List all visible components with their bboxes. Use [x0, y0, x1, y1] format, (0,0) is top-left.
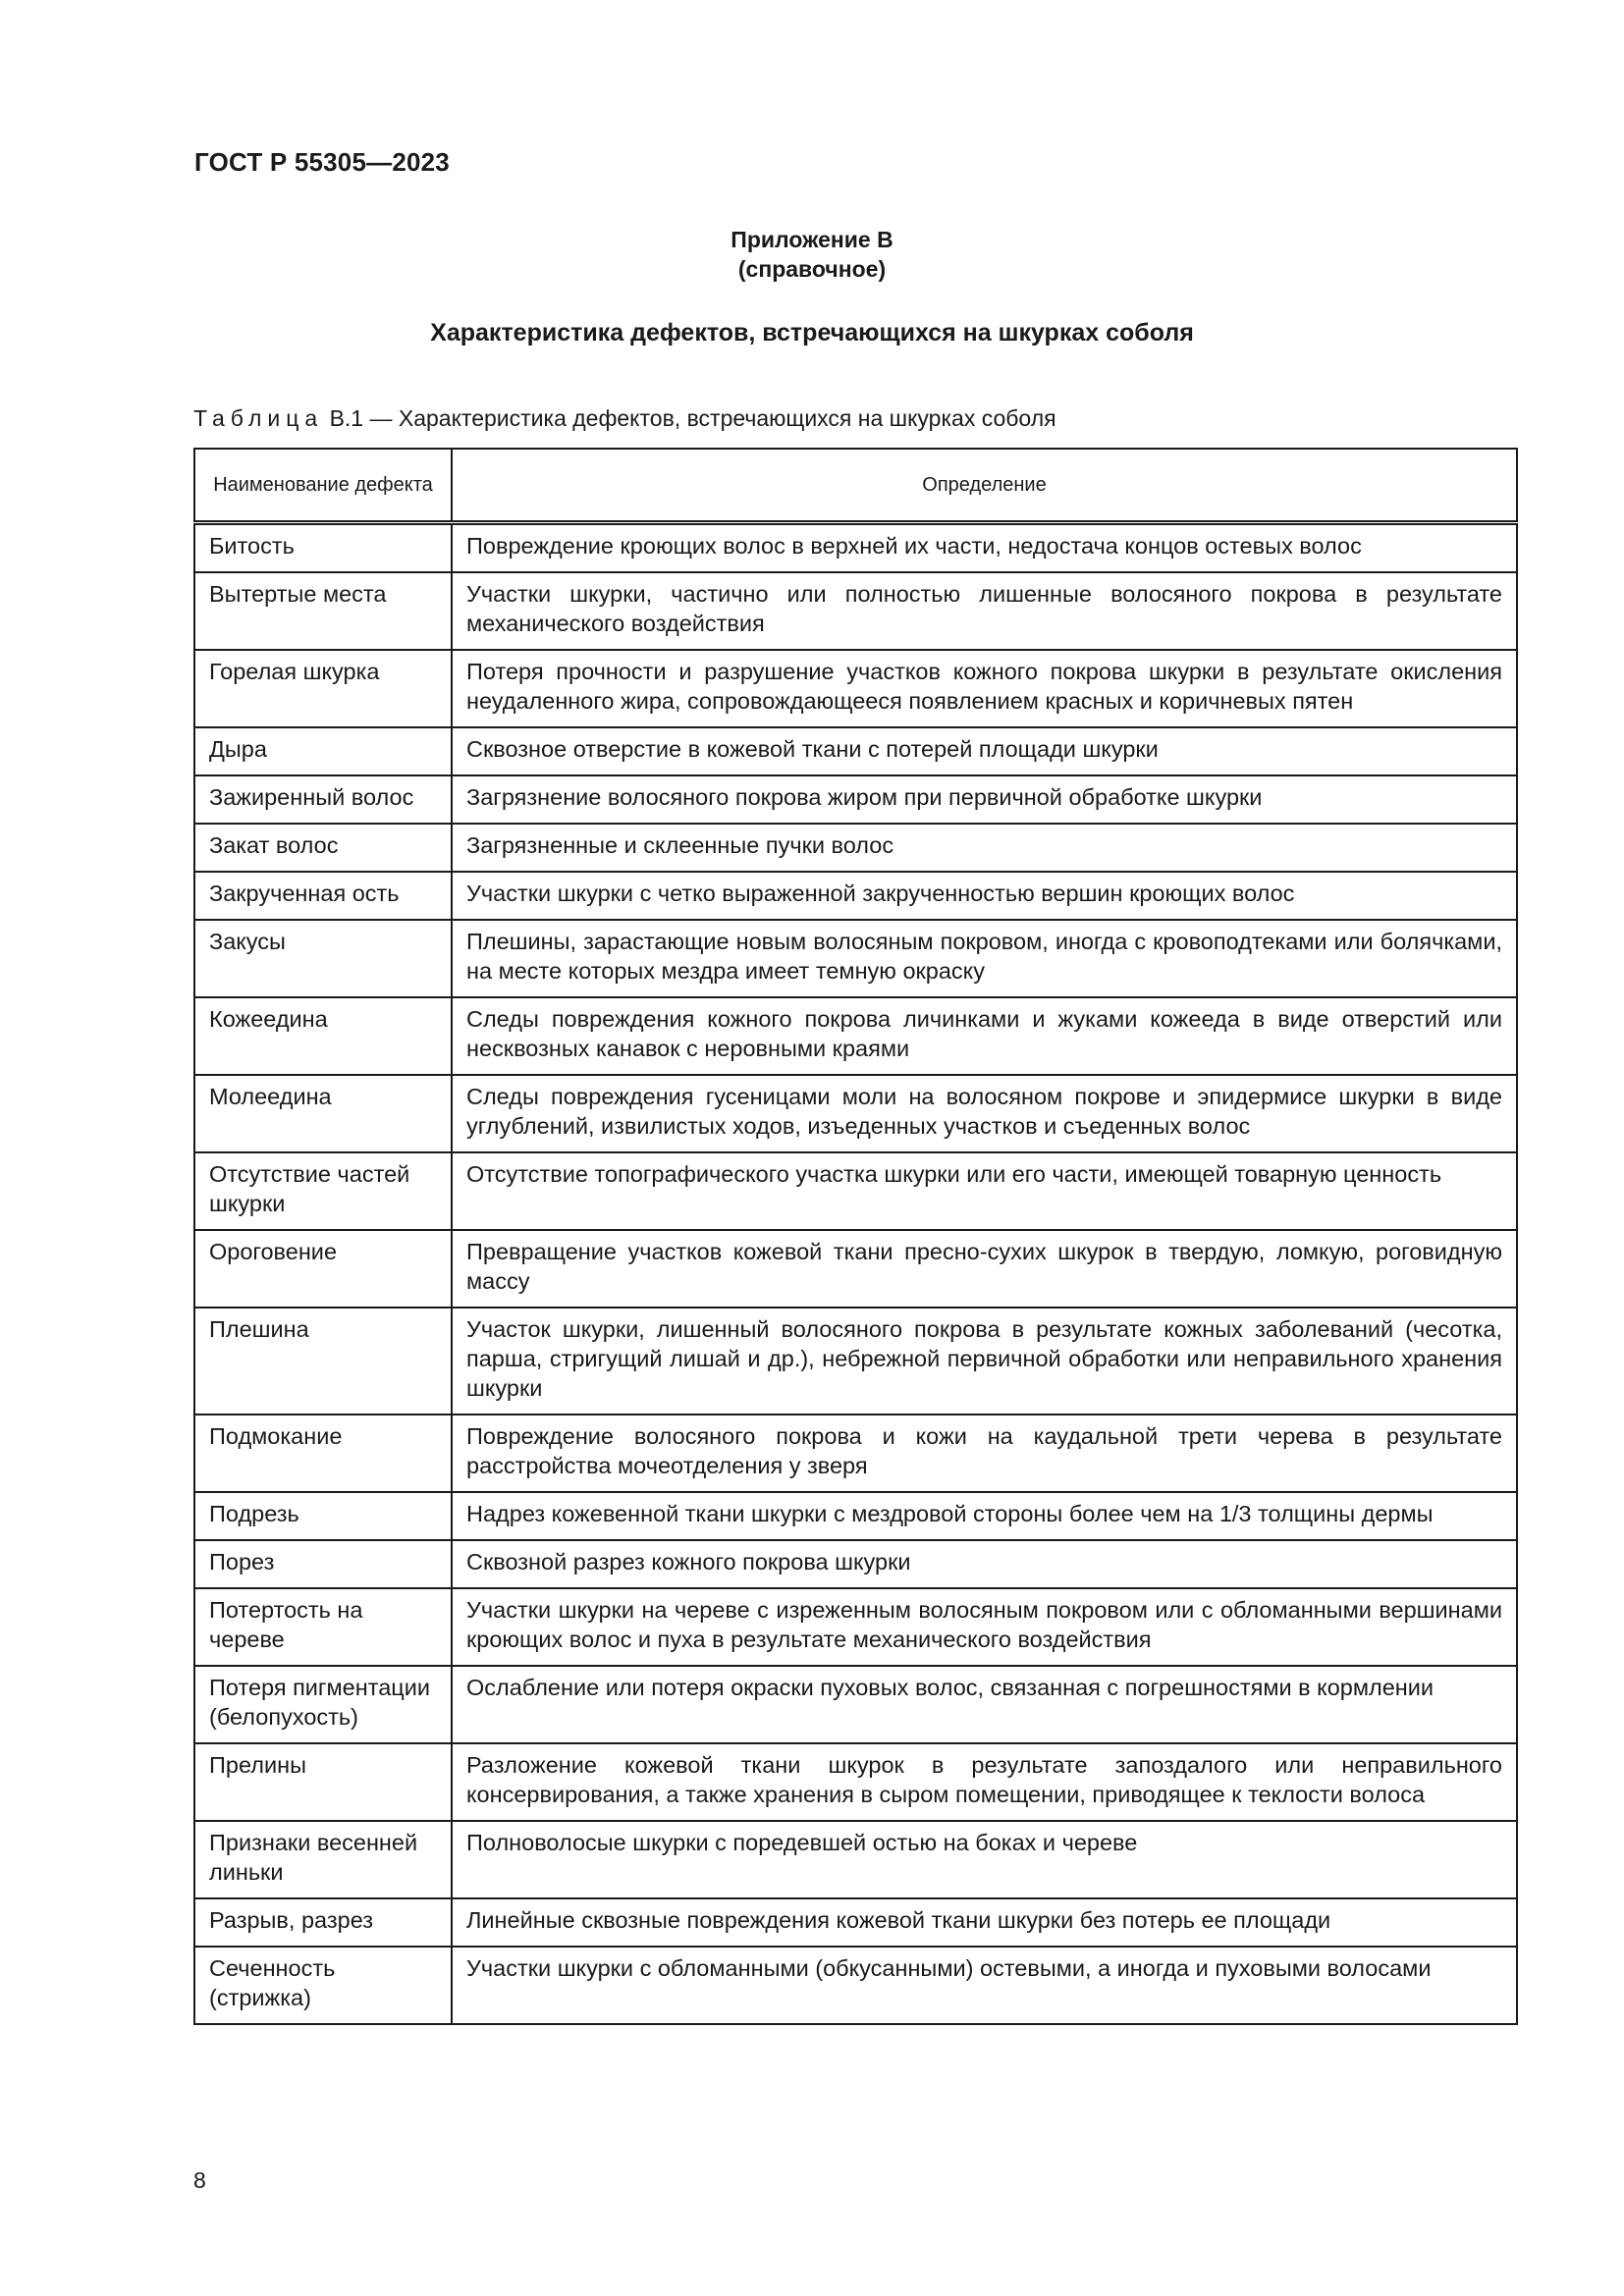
column-header-defect-name: Наименование дефекта [194, 449, 452, 523]
defect-name-cell: Дыра [194, 727, 452, 775]
appendix-label: Приложение В [731, 227, 893, 252]
defect-definition-cell: Участки шкурки, частично или полностью лишенные волосяного покрова в результате механического воздействия [452, 572, 1517, 650]
table-caption [193, 405, 1056, 432]
table-header-row [194, 449, 1517, 523]
defect-name-cell: Кожеедина [194, 997, 452, 1075]
table-row [194, 997, 1517, 1075]
appendix-type: (справочное) [737, 256, 887, 282]
defect-name-cell: Подрезь [194, 1492, 452, 1540]
defect-name-cell: Прелины [194, 1743, 452, 1821]
defect-definition-cell: Участки шкурки на череве с изреженным волосяным покровом или с обломанными вершинами кроющих волос и пуха в результате механического воздействия [452, 1588, 1517, 1666]
defect-name-cell: Молеедина [194, 1075, 452, 1152]
defect-definition-cell: Линейные сквозные повреждения кожевой ткани шкурки без потерь ее площади [452, 1898, 1517, 1947]
table-caption-prefix: Таблица [193, 405, 324, 431]
defect-definition-cell: Следы повреждения гусеницами моли на волосяном покрове и эпидермисе шкурки в виде углублений, извилистых ходов, изъеденных участков и съеденных волос [452, 1075, 1517, 1152]
defect-name-cell: Признаки весенней линьки [194, 1821, 452, 1898]
defect-name-cell: Вытертые места [194, 572, 452, 650]
defect-definition-cell: Отсутствие топографического участка шкурки или его части, имеющей товарную ценность [452, 1152, 1517, 1230]
table-row [194, 1743, 1517, 1821]
defect-definition-cell: Полноволосые шкурки с поредевшей остью на боках и череве [452, 1821, 1517, 1898]
table-row [194, 1230, 1517, 1308]
defect-name-cell: Разрыв, разрез [194, 1898, 452, 1947]
defect-definition-cell: Превращение участков кожевой ткани пресно-сухих шкурок в твердую, ломкую, роговидную массу [452, 1230, 1517, 1308]
defect-definition-cell: Ослабление или потеря окраски пуховых волос, связанная с погрешностями в кормлении [452, 1666, 1517, 1743]
table-row [194, 1075, 1517, 1152]
table-row [194, 572, 1517, 650]
defect-name-cell: Подмокание [194, 1415, 452, 1492]
defect-definition-cell: Потеря прочности и разрушение участков кожного покрова шкурки в результате окисления неудаленного жира, сопровождающееся появлением красных и коричневых пятен [452, 650, 1517, 727]
defects-table-container [193, 448, 1516, 2025]
table-row [194, 1821, 1517, 1898]
defect-definition-cell: Плешины, зарастающие новым волосяным покровом, иногда с кровоподтеками или болячками, на месте которых мездра имеет темную окраску [452, 920, 1517, 997]
table-caption-text: В.1 — Характеристика дефектов, встречающихся на шкурках соболя [323, 405, 1056, 431]
table-row [194, 920, 1517, 997]
defect-name-cell: Закат волос [194, 824, 452, 872]
table-row [194, 1308, 1517, 1415]
defect-definition-cell: Сквозное отверстие в кожевой ткани с потерей площади шкурки [452, 727, 1517, 775]
defect-name-cell: Сеченность (стрижка) [194, 1947, 452, 2024]
table-row [194, 727, 1517, 775]
table-row [194, 775, 1517, 824]
defect-name-cell: Потеря пигментации (белопухость) [194, 1666, 452, 1743]
defect-name-cell: Закусы [194, 920, 452, 997]
page-number: 8 [193, 2167, 206, 2193]
defect-definition-cell: Загрязненные и склеенные пучки волос [452, 824, 1517, 872]
defect-definition-cell: Участок шкурки, лишенный волосяного покрова в результате кожных заболеваний (чесотка, парша, стригущий лишай и др.), небрежной первичной обработки или неправильного хранения шкурки [452, 1308, 1517, 1415]
table-row [194, 523, 1517, 573]
table-row [194, 1540, 1517, 1588]
appendix-title: Характеристика дефектов, встречающихся на шкурках соболя [430, 319, 1194, 347]
table-row [194, 1492, 1517, 1540]
defect-name-cell: Горелая шкурка [194, 650, 452, 727]
table-row [194, 824, 1517, 872]
defect-name-cell: Зажиренный волос [194, 775, 452, 824]
defect-definition-cell: Участки шкурки с обломанными (обкусанными) остевыми, а иногда и пуховыми волосами [452, 1947, 1517, 2024]
table-row [194, 650, 1517, 727]
defects-table [193, 448, 1518, 2025]
defect-definition-cell: Сквозной разрез кожного покрова шкурки [452, 1540, 1517, 1588]
defect-definition-cell: Надрез кожевенной ткани шкурки с мездровой стороны более чем на 1/3 толщины дермы [452, 1492, 1517, 1540]
defect-definition-cell: Следы повреждения кожного покрова личинками и жуками кожееда в виде отверстий или несквозных канавок с неровными краями [452, 997, 1517, 1075]
column-header-definition: Определение [452, 449, 1517, 523]
defect-name-cell: Битость [194, 523, 452, 573]
table-row [194, 872, 1517, 920]
defect-name-cell: Порез [194, 1540, 452, 1588]
defect-name-cell: Ороговение [194, 1230, 452, 1308]
table-row [194, 1666, 1517, 1743]
table-row [194, 1415, 1517, 1492]
defect-name-cell: Плешина [194, 1308, 452, 1415]
defect-definition-cell: Повреждение кроющих волос в верхней их части, недостача концов остевых волос [452, 523, 1517, 573]
table-row [194, 1898, 1517, 1947]
appendix-heading [0, 225, 1624, 284]
defect-definition-cell: Загрязнение волосяного покрова жиром при первичной обработке шкурки [452, 775, 1517, 824]
defect-definition-cell: Разложение кожевой ткани шкурок в результате запоздалого или неправильного консервирования, а также хранения в сыром помещении, приводящее к теклости волоса [452, 1743, 1517, 1821]
table-row [194, 1152, 1517, 1230]
table-body [194, 523, 1517, 2025]
document-code: ГОСТ Р 55305—2023 [194, 147, 450, 177]
defect-name-cell: Потертость на череве [194, 1588, 452, 1666]
defect-definition-cell: Повреждение волосяного покрова и кожи на каудальной трети черева в результате расстройства мочеотделения у зверя [452, 1415, 1517, 1492]
defect-name-cell: Отсутствие частей шкурки [194, 1152, 452, 1230]
table-row [194, 1588, 1517, 1666]
table-row [194, 1947, 1517, 2024]
defect-definition-cell: Участки шкурки с четко выраженной закрученностью вершин кроющих волос [452, 872, 1517, 920]
defect-name-cell: Закрученная ость [194, 872, 452, 920]
